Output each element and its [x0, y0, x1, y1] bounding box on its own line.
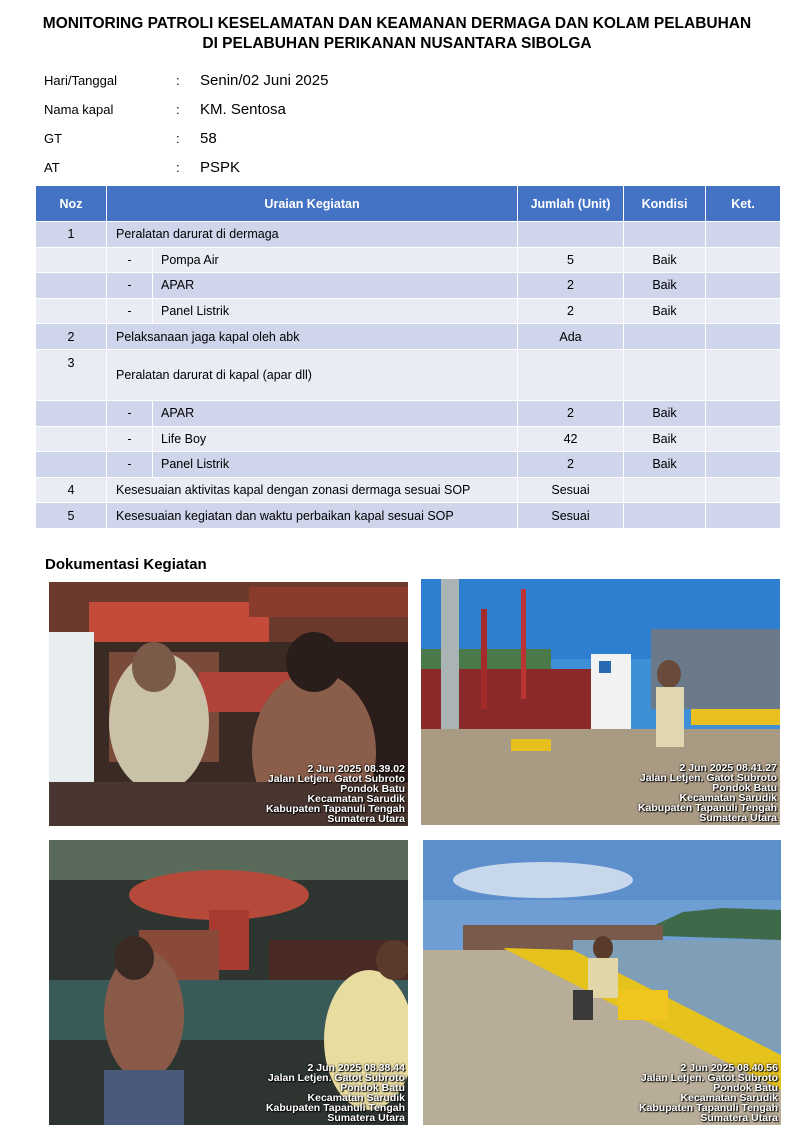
title-line-2: DI PELABUHAN PERIKANAN NUSANTARA SIBOLGA [202, 35, 592, 52]
stamp-line: Sumatera Utara [327, 1112, 405, 1124]
stamp-line: Pondok Batu [712, 782, 777, 794]
cell-no: 1 [36, 222, 107, 248]
documentation-title: Dokumentasi Kegiatan [45, 556, 207, 573]
cell-dash: - [107, 298, 153, 324]
stamp-line: Kecamatan Sarudik [679, 792, 777, 804]
photo-dock-panel [421, 579, 780, 825]
cell-text: Peralatan darurat di dermaga [107, 222, 518, 248]
cell-no: 2 [36, 324, 107, 350]
cell-text: Panel Listrik [153, 452, 518, 478]
cell-no [36, 247, 107, 273]
cell-jumlah [518, 349, 624, 400]
photo-inspection [49, 840, 408, 1125]
header-no: Noz [36, 186, 107, 222]
cell-ket [706, 452, 781, 478]
info-row-ship [44, 95, 328, 124]
header-uraian: Uraian Kegiatan [107, 186, 518, 222]
table-row [36, 273, 781, 299]
cell-kondisi: Baik [624, 298, 706, 324]
cell-jumlah: Sesuai [518, 477, 624, 503]
cell-text: Peralatan darurat di kapal (apar dll) [107, 349, 518, 400]
header-kondisi: Kondisi [624, 186, 706, 222]
info-value: KM. Sentosa [200, 101, 286, 118]
info-label: AT [44, 160, 60, 175]
cell-no: 5 [36, 503, 107, 529]
cell-no: 3 [36, 349, 107, 400]
cell-ket [706, 349, 781, 400]
cell-no [36, 452, 107, 478]
stamp-line: Jalan Letjen. Gatot Subroto [267, 1072, 405, 1084]
info-colon: : [176, 73, 180, 88]
stamp-line: Kabupaten Tapanuli Tengah [265, 803, 405, 815]
header-ket: Ket. [706, 186, 781, 222]
cell-dash: - [107, 400, 153, 426]
cell-text: APAR [153, 400, 518, 426]
stamp-line: Sumatera Utara [327, 813, 405, 825]
cell-text: Pelaksanaan jaga kapal oleh abk [107, 324, 518, 350]
stamp-line: 2 Jun 2025 08.40.56 [680, 1062, 778, 1074]
cell-dash: - [107, 452, 153, 478]
cell-jumlah: 42 [518, 426, 624, 452]
stamp-line: 2 Jun 2025 08.39.02 [307, 763, 405, 775]
stamp-line: Kecamatan Sarudik [680, 1092, 778, 1104]
cell-jumlah: 2 [518, 273, 624, 299]
cell-text: Kesesuaian kegiatan dan waktu perbaikan kapal sesuai SOP [107, 503, 518, 529]
cell-jumlah: 5 [518, 247, 624, 273]
photo-stamp [266, 1063, 405, 1123]
info-label: Nama kapal [44, 102, 114, 117]
header-jumlah: Jumlah (Unit) [518, 186, 624, 222]
info-colon: : [176, 160, 180, 175]
monitoring-table [35, 185, 781, 529]
info-section [44, 66, 328, 182]
cell-kondisi: Baik [624, 273, 706, 299]
photo-stamp [639, 1063, 778, 1123]
cell-kondisi [624, 477, 706, 503]
table-row [36, 452, 781, 478]
table-row [36, 426, 781, 452]
photo-engine-room [49, 582, 408, 826]
cell-ket [706, 324, 781, 350]
cell-ket [706, 503, 781, 529]
cell-kondisi: Baik [624, 452, 706, 478]
cell-text: APAR [153, 273, 518, 299]
cell-dash: - [107, 426, 153, 452]
cell-no: 4 [36, 477, 107, 503]
cell-kondisi: Baik [624, 247, 706, 273]
info-row-date [44, 66, 328, 95]
stamp-line: Jalan Letjen. Gatot Subroto [640, 1072, 778, 1084]
cell-no [36, 273, 107, 299]
stamp-line: Pondok Batu [340, 783, 405, 795]
cell-ket [706, 222, 781, 248]
cell-ket [706, 477, 781, 503]
stamp-line: 2 Jun 2025 08.41.27 [679, 762, 777, 774]
info-colon: : [176, 131, 180, 146]
info-value: Senin/02 Juni 2025 [200, 72, 329, 89]
info-value: PSPK [200, 159, 241, 176]
info-label: GT [44, 131, 63, 146]
stamp-line: 2 Jun 2025 08.38.44 [307, 1062, 405, 1074]
stamp-line: Sumatera Utara [700, 1112, 778, 1124]
cell-kondisi [624, 503, 706, 529]
table-row [36, 298, 781, 324]
cell-kondisi [624, 222, 706, 248]
table-row [36, 247, 781, 273]
title-line-1: MONITORING PATROLI KESELAMATAN DAN KEAMANAN DERMAGA DAN KOLAM PELABUHAN [42, 15, 752, 32]
table-row [36, 349, 781, 400]
cell-ket [706, 400, 781, 426]
stamp-line: Pondok Batu [713, 1082, 778, 1094]
stamp-line: Kabupaten Tapanuli Tengah [638, 1102, 778, 1114]
photo-stamp [266, 764, 405, 824]
cell-ket [706, 247, 781, 273]
table-row [36, 503, 781, 529]
photo-pier [423, 840, 781, 1125]
cell-text: Pompa Air [153, 247, 518, 273]
stamp-line: Kabupaten Tapanuli Tengah [637, 802, 777, 814]
stamp-line: Kabupaten Tapanuli Tengah [265, 1102, 405, 1114]
document-title [0, 14, 794, 54]
info-row-at [44, 153, 328, 182]
cell-text: Kesesuaian aktivitas kapal dengan zonasi dermaga sesuai SOP [107, 477, 518, 503]
cell-text: Life Boy [153, 426, 518, 452]
cell-jumlah: 2 [518, 400, 624, 426]
cell-jumlah: 2 [518, 298, 624, 324]
cell-dash: - [107, 247, 153, 273]
table-row [36, 324, 781, 350]
cell-ket [706, 273, 781, 299]
cell-no [36, 426, 107, 452]
stamp-line: Sumatera Utara [699, 812, 777, 824]
cell-kondisi: Baik [624, 426, 706, 452]
info-label: Hari/Tanggal [44, 73, 117, 88]
cell-ket [706, 298, 781, 324]
info-value: 58 [200, 130, 217, 147]
table-row [36, 477, 781, 503]
cell-kondisi: Baik [624, 400, 706, 426]
cell-kondisi [624, 349, 706, 400]
info-row-gt [44, 124, 328, 153]
stamp-line: Jalan Letjen. Gatot Subroto [639, 772, 777, 784]
stamp-line: Kecamatan Sarudik [307, 1092, 405, 1104]
cell-text: Panel Listrik [153, 298, 518, 324]
cell-jumlah [518, 222, 624, 248]
cell-no [36, 400, 107, 426]
cell-kondisi [624, 324, 706, 350]
photo-stamp [638, 763, 777, 823]
table-row [36, 222, 781, 248]
stamp-line: Jalan Letjen. Gatot Subroto [267, 773, 405, 785]
cell-jumlah: Ada [518, 324, 624, 350]
cell-no [36, 298, 107, 324]
stamp-line: Kecamatan Sarudik [307, 793, 405, 805]
stamp-line: Pondok Batu [340, 1082, 405, 1094]
cell-jumlah: Sesuai [518, 503, 624, 529]
cell-jumlah: 2 [518, 452, 624, 478]
info-colon: : [176, 102, 180, 117]
cell-ket [706, 426, 781, 452]
table-row [36, 400, 781, 426]
cell-dash: - [107, 273, 153, 299]
table-header-row [36, 186, 781, 222]
